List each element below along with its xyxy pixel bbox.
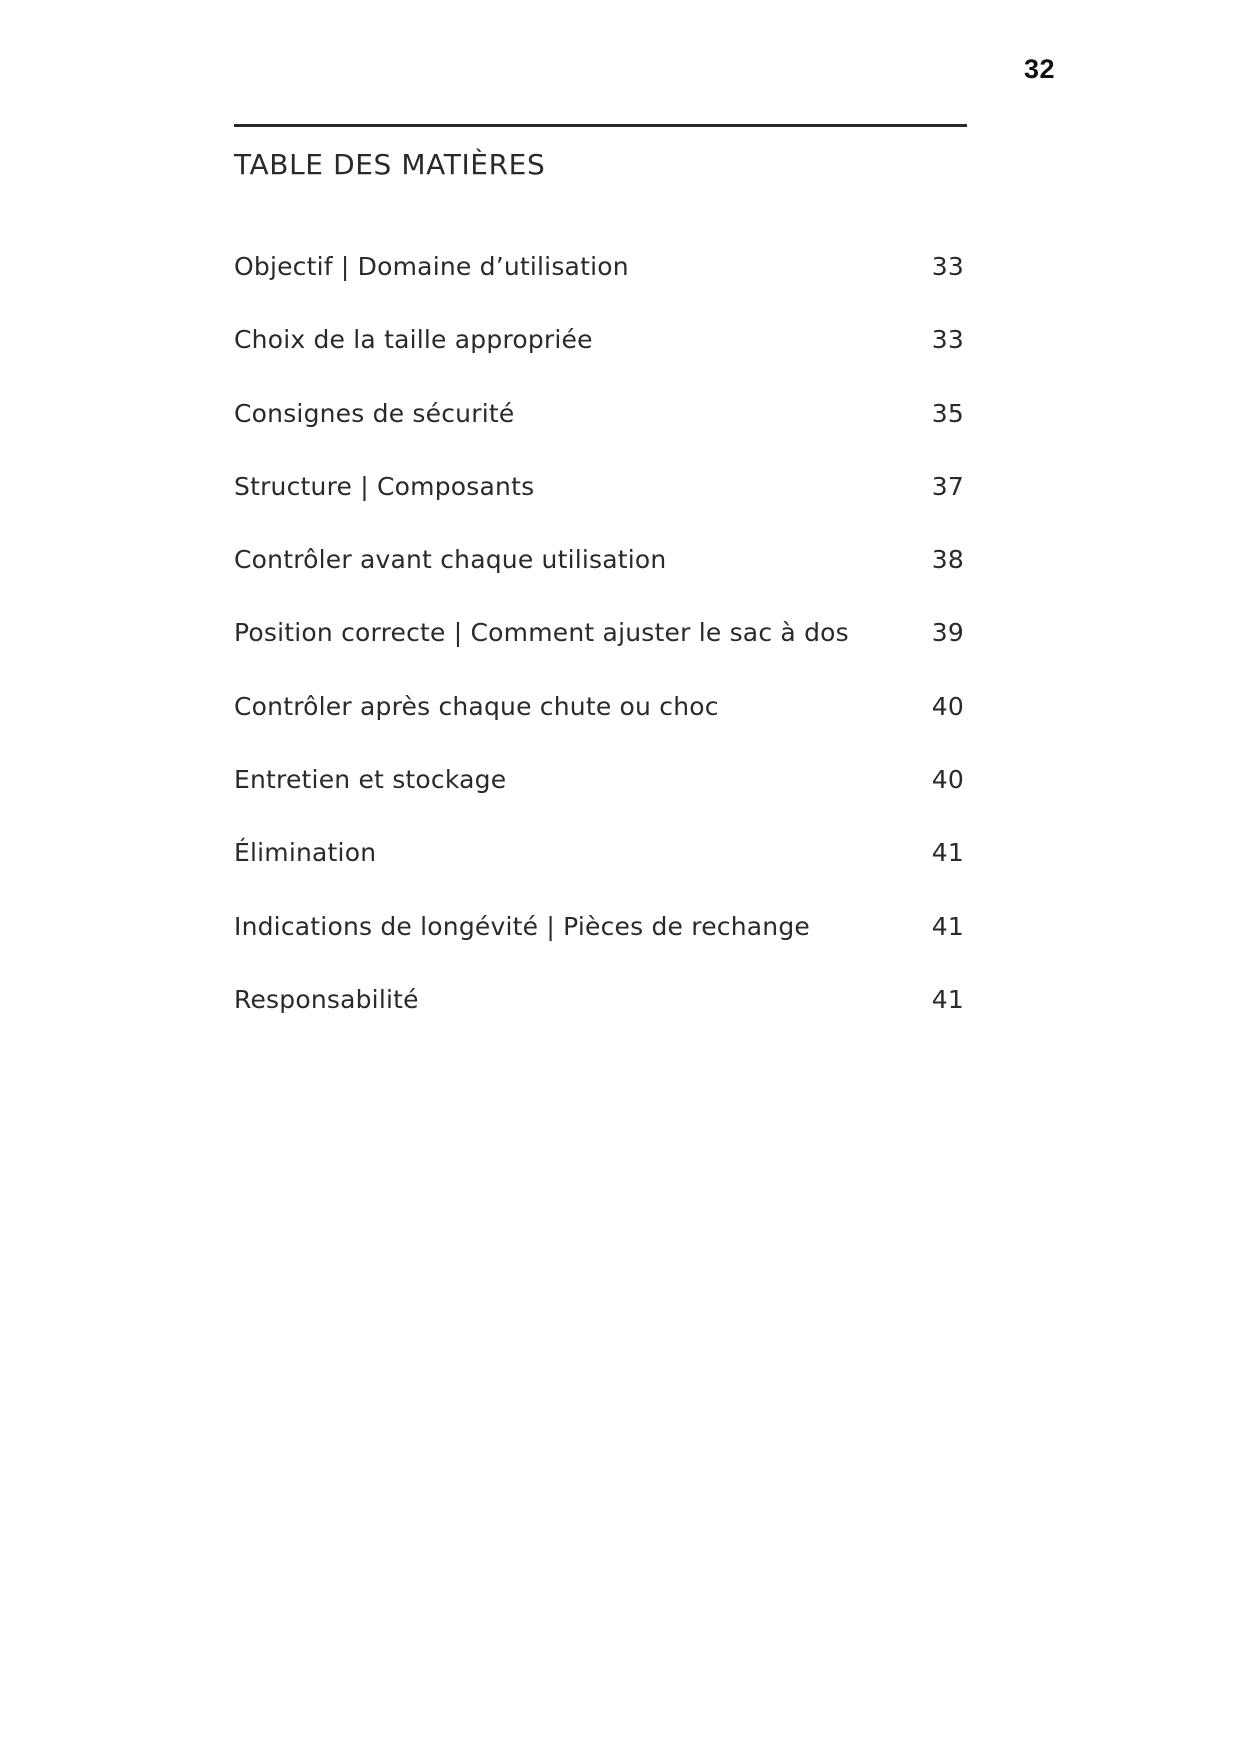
toc-list [234, 252, 964, 1058]
page-number: 32 [1023, 54, 1055, 84]
toc-entry-label: Élimination [234, 838, 377, 868]
toc-entry [234, 912, 964, 985]
toc-entry [234, 252, 964, 325]
toc-entry [234, 985, 964, 1058]
toc-entry-page: 35 [931, 398, 964, 428]
toc-entry-page: 37 [931, 471, 964, 501]
toc-entry-label: Choix de la taille appropriée [234, 325, 593, 355]
toc-entry-label: Structure | Composants [234, 471, 535, 501]
toc-entry [234, 545, 964, 618]
toc-entry-label: Position correcte | Comment ajuster le sac à dos [234, 618, 849, 648]
toc-entry-page: 41 [931, 838, 964, 868]
toc-entry-label: Indications de longévité | Pièces de rechange [234, 911, 810, 941]
toc-entry [234, 692, 964, 765]
title-rule [234, 124, 967, 127]
toc-entry-page: 39 [931, 618, 964, 648]
toc-entry-page: 41 [931, 984, 964, 1014]
toc-entry-page: 33 [931, 325, 964, 355]
toc-entry-label: Contrôler après chaque chute ou choc [234, 691, 719, 721]
toc-entry [234, 472, 964, 545]
toc-entry-page: 40 [931, 765, 964, 795]
toc-entry [234, 765, 964, 838]
toc-entry-label: Entretien et stockage [234, 765, 507, 795]
toc-entry-label: Objectif | Domaine d’utilisation [234, 252, 629, 281]
toc-entry [234, 399, 964, 472]
toc-entry [234, 325, 964, 398]
toc-entry-page: 33 [931, 252, 964, 281]
toc-title: TABLE DES MATIÈRES [234, 148, 546, 181]
toc-entry-page: 38 [931, 545, 964, 575]
toc-entry [234, 618, 964, 691]
toc-entry-label: Contrôler avant chaque utilisation [234, 545, 667, 575]
toc-entry-page: 40 [931, 691, 964, 721]
toc-entry [234, 838, 964, 911]
toc-entry-page: 41 [931, 911, 964, 941]
toc-entry-label: Consignes de sécurité [234, 398, 515, 428]
toc-entry-label: Responsabilité [234, 984, 419, 1014]
